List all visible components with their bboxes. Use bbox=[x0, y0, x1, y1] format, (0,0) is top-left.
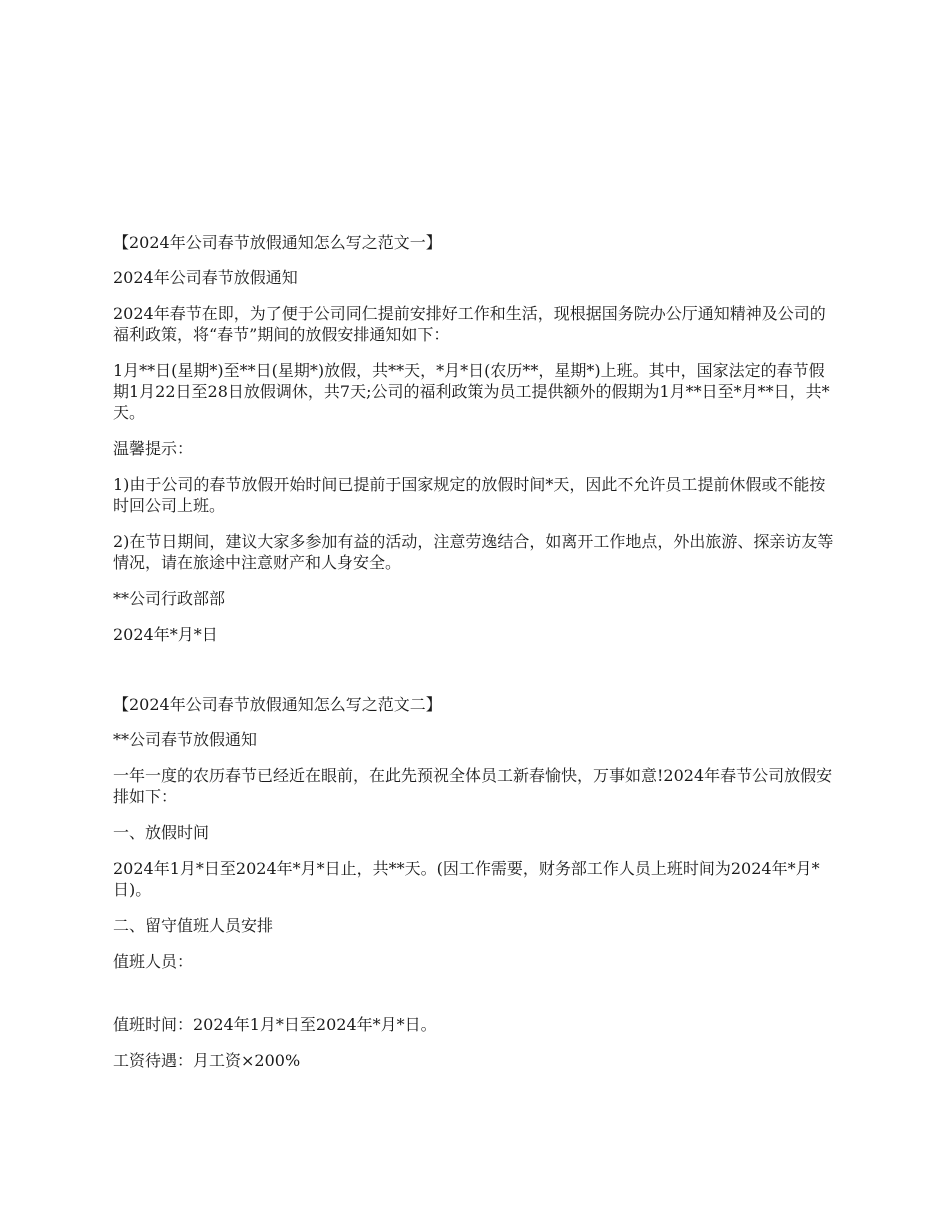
section2-intro: 一年一度的农历春节已经近在眼前，在此先预祝全体员工新春愉快，万事如意!2024年春节公司放假安排如下： bbox=[113, 766, 833, 806]
document-body bbox=[113, 232, 838, 1086]
section2-part1-title: 一、放假时间 bbox=[113, 823, 210, 842]
section1-signature: **公司行政部部 bbox=[113, 589, 226, 608]
section2-title: **公司春节放假通知 bbox=[113, 730, 258, 749]
blank-line bbox=[113, 987, 838, 1014]
section1-tips-title: 温馨提示： bbox=[113, 439, 194, 458]
section1-title: 2024年公司春节放假通知 bbox=[113, 268, 298, 287]
section1-schedule: 1月**日(星期*)至**日(星期*)放假，共**天，*月*日(农历**，星期*)上班。其中，国家法定的春节假期1月22日至28日放假调休，共7天;公司的福利政策为员工提供额外的假期为1月**日至*月**日，共*天。 bbox=[113, 361, 830, 422]
section-spacer bbox=[113, 660, 838, 694]
section1-tip-1: 1)由于公司的春节放假开始时间已提前于国家规定的放假时间*天，因此不允许员工提前休假或不能按时回公司上班。 bbox=[113, 475, 826, 515]
section2-heading: 【2024年公司春节放假通知怎么写之范文二】 bbox=[113, 695, 442, 714]
section2-staff-label: 值班人员： bbox=[113, 952, 194, 971]
section1-tip-2: 2)在节日期间，建议大家多参加有益的活动，注意劳逸结合，如离开工作地点，外出旅游、探亲访友等情况，请在旅途中注意财产和人身安全。 bbox=[113, 532, 834, 572]
section1-heading: 【2024年公司春节放假通知怎么写之范文一】 bbox=[113, 233, 442, 252]
section2-part2-title: 二、留守值班人员安排 bbox=[113, 916, 274, 935]
section1-intro: 2024年春节在即，为了便于公司同仁提前安排好工作和生活，现根据国务院办公厅通知精神及公司的福利政策，将“春节”期间的放假安排通知如下： bbox=[113, 304, 826, 344]
section2-part1-body: 2024年1月*日至2024年*月*日止，共**天。(因工作需要，财务部工作人员上班时间为2024年*月*日)。 bbox=[113, 859, 820, 899]
section2-duty-time: 值班时间：2024年1月*日至2024年*月*日。 bbox=[113, 1015, 437, 1034]
section2-pay: 工资待遇：月工资×200% bbox=[113, 1051, 301, 1070]
section1-date: 2024年*月*日 bbox=[113, 625, 218, 644]
